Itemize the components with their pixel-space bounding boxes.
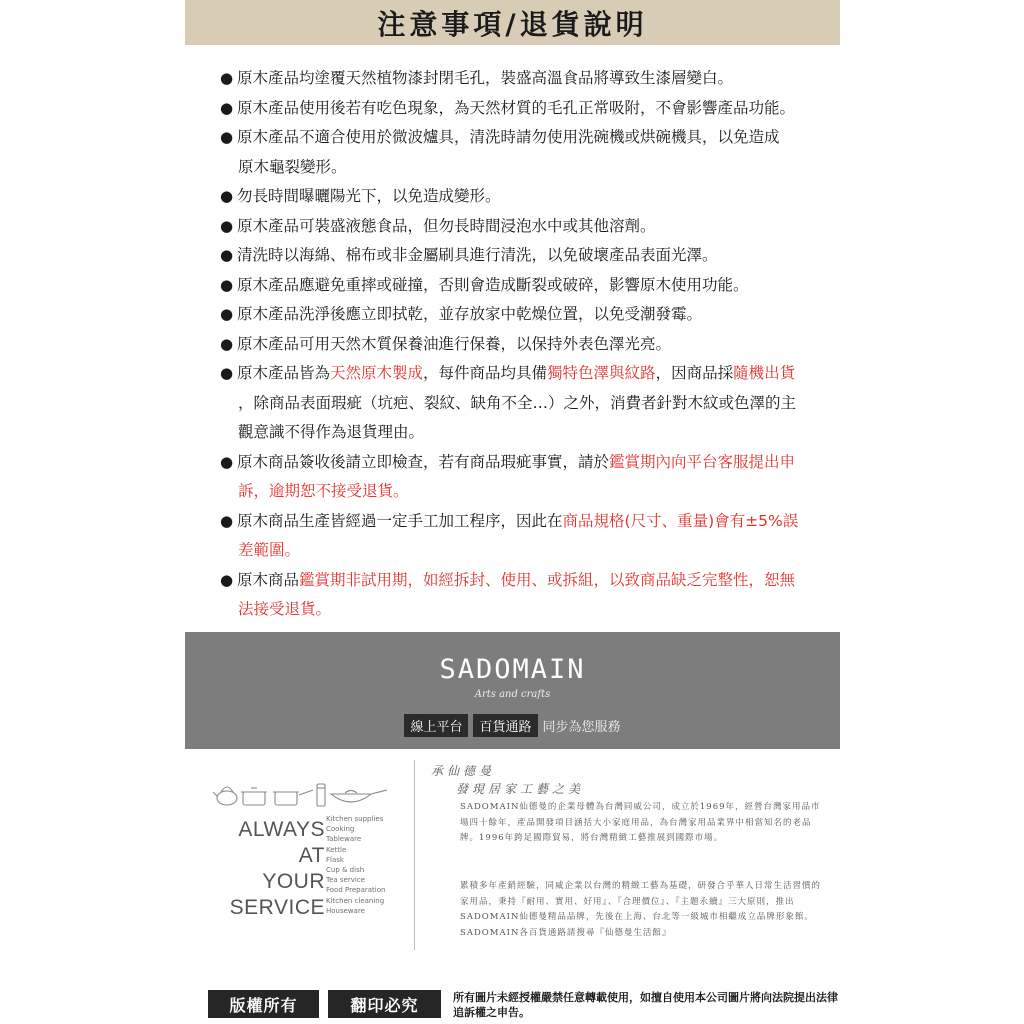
notice-item [220, 182, 840, 212]
notice-line [220, 536, 840, 566]
no-reprint-badge: 翻印必究 [328, 990, 441, 1018]
notice-item [220, 300, 840, 330]
notice-header-band [185, 0, 840, 45]
highlight-text: 法接受退貨。 [238, 600, 332, 618]
highlight-text: 隨機出貨 [733, 364, 796, 382]
notice-text: 原木龜裂變形。 [238, 157, 347, 176]
category-item: Kitchen supplies [326, 815, 384, 823]
notice-text: 觀意識不得作為退貨理由。 [238, 423, 425, 441]
notice-text: 原木商品生產皆經過一定手工加工程序，因此在 [237, 511, 563, 530]
notice-line [220, 595, 840, 625]
highlight-text: 差範圍。 [238, 541, 301, 559]
service-text: 同步為您服務 [542, 720, 621, 735]
notice-text: ，除商品表面瑕疵（坑疤、裂紋、缺角不全…）之外，消費者針對木紋或色澤的主 [238, 393, 797, 412]
notice-line [220, 271, 840, 301]
notice-item [220, 64, 840, 94]
highlight-text: 鑑賞期非試用期，如經拆封、使用、或拆組，以致商品缺乏完整性，恕無 [299, 570, 796, 589]
notice-line [220, 64, 840, 94]
notice-text: 原木商品簽收後請立即檢查，若有商品瑕疵事實，請於 [237, 452, 610, 471]
notice-text: ，每件商品均具備 [423, 364, 548, 382]
highlight-text: 獨特色澤與紋路 [547, 364, 656, 382]
notice-text: 原木產品均塗覆天然植物漆封閉毛孔，裝盛高溫食品將導致生漆層變白。 [237, 69, 734, 87]
notice-text: 原木產品應避免重摔或碰撞，否則會造成斷裂或破碎，影響原木使用功能。 [237, 275, 749, 294]
bullet-icon: ● [220, 128, 234, 146]
copyright-notice: 所有圖片未經授權嚴禁任意轉載使用，如擅自使用本公司圖片將向法院提出法律追訴權之申告。 [453, 991, 838, 1019]
notice-text: 原木產品不適合使用於微波爐具，清洗時請勿使用洗碗機或烘碗機具，以免造成 [237, 128, 780, 146]
notice-text: 原木商品 [237, 570, 300, 589]
notice-text: 原木產品可裝盛液態食品，但勿長時間浸泡水中或其他溶劑。 [237, 216, 656, 235]
highlight-text: 商品規格(尺寸、重量)會有±5%誤 [562, 511, 799, 530]
notice-line [220, 566, 840, 596]
highlight-text: 鑑賞期內向平台客服提出申 [609, 452, 796, 471]
category-item: Tableware [326, 835, 362, 844]
notice-item [220, 448, 840, 507]
always-line: SERVICE [229, 896, 325, 919]
notice-item [220, 94, 840, 124]
bullet-icon: ● [220, 511, 234, 530]
category-item: Houseware [326, 906, 365, 915]
notice-text: 原木產品皆為 [237, 364, 331, 382]
notice-line [220, 94, 840, 124]
notice-item [220, 241, 840, 271]
category-list [326, 814, 385, 916]
kettle-icon [213, 787, 237, 805]
brand-banner [185, 632, 840, 749]
notice-line [220, 389, 840, 419]
bullet-icon: ● [220, 334, 234, 353]
always-line: YOUR [262, 870, 325, 893]
notice-list [220, 64, 840, 625]
bullet-icon: ● [220, 570, 234, 589]
bullet-icon: ● [220, 69, 234, 87]
notice-text: 勿長時間曝曬陽光下，以免造成變形。 [237, 187, 501, 205]
notice-item [220, 212, 840, 242]
intro-heading: 承仙德曼 [431, 764, 496, 778]
notice-text: 原木產品洗淨後應立即拭乾，並存放家中乾燥位置，以免受潮發霉。 [237, 305, 703, 323]
notice-item [220, 566, 840, 625]
notice-text: ，因商品採 [655, 364, 734, 382]
notice-title: 注意事項/退貨說明 [377, 7, 648, 41]
category-item: Tea service [326, 876, 365, 885]
highlight-text: 天然原木製成 [330, 364, 424, 382]
notice-line [220, 182, 840, 212]
highlight-text: 訴，逾期恕不接受退貨。 [238, 482, 409, 500]
bullet-icon: ● [220, 187, 234, 205]
notice-line [220, 448, 840, 478]
wok-icon [331, 790, 387, 802]
online-platform-pill: 線上平台 [404, 714, 468, 737]
channel-row [185, 714, 840, 737]
cookware-icons [213, 778, 388, 808]
copyright-badge: 版權所有 [208, 990, 319, 1018]
intro-paragraph: SADOMAIN仙德曼的企業母體為台灣同威公司，成立於1969年，經營台灣家用品市場四十餘年，產品開發項目涵括大小家庭用品，為台灣家用品業界中相當知名的老品牌。1996年跨足國際貿易，將台灣精緻工藝推展到國際市場。 [460, 802, 821, 843]
saucepan-icon [273, 790, 313, 805]
notice-line [220, 153, 840, 183]
notice-item [220, 123, 840, 182]
intro-subheading: 發現居家工藝之美 [456, 782, 585, 796]
bullet-icon: ● [220, 98, 234, 117]
category-item: Cup & dish [326, 866, 365, 875]
copyright-footer [205, 988, 845, 1020]
category-item: Cooking [326, 825, 355, 834]
department-store-pill: 百貨通路 [473, 714, 537, 737]
flask-icon [317, 784, 325, 806]
bullet-icon: ● [220, 275, 234, 294]
brand-tagline: Arts and crafts [474, 689, 551, 700]
always-at-your-service [213, 817, 325, 921]
category-item: Flask [326, 855, 344, 864]
notice-line [220, 507, 840, 537]
notice-item [220, 507, 840, 566]
bullet-icon: ● [220, 452, 234, 471]
notice-item [220, 271, 840, 301]
service-section [185, 760, 840, 960]
divider [414, 760, 415, 950]
notice-line [220, 300, 840, 330]
category-item: Food Preparation [326, 886, 386, 895]
category-item: Kettle [326, 845, 347, 854]
notice-line [220, 241, 840, 271]
bullet-icon: ● [220, 305, 234, 323]
notice-line [220, 123, 840, 153]
brand-logo-text: SADOMAIN [439, 654, 586, 685]
intro-paragraph: 累積多年產銷經驗，同威企業以台灣的精緻工藝為基礎，研發合乎華人日常生活習慣的家用品，秉持『耐用、實用、好用』、『合理價位』、『主題永續』三大原則，推出SADOMAIN仙德曼精品品牌，先後在上海、台北等一級城市相繼成立品牌形象館。SADOMAIN各百貨通路請搜尋『仙德曼生活館』 [460, 881, 822, 938]
notice-item [220, 359, 840, 448]
notice-line [220, 477, 840, 507]
notice-line [220, 418, 840, 448]
category-item: Kitchen cleaning [326, 896, 385, 905]
notice-text: 原木產品可用天然木質保養油進行保養，以保持外表色澤光亮。 [237, 334, 672, 353]
bullet-icon: ● [220, 364, 234, 382]
pot-icon [241, 788, 267, 805]
bullet-icon: ● [220, 246, 234, 264]
notice-item [220, 330, 840, 360]
notice-line [220, 212, 840, 242]
notice-text: 清洗時以海綿、棉布或非金屬刷具進行清洗，以免破壞產品表面光澤。 [237, 246, 718, 264]
bullet-icon: ● [220, 216, 234, 235]
notice-text: 原木產品使用後若有吃色現象，為天然材質的毛孔正常吸附，不會影響產品功能。 [237, 98, 796, 117]
always-line: ALWAYS AT [238, 818, 325, 867]
notice-line [220, 359, 840, 389]
notice-line [220, 330, 840, 360]
